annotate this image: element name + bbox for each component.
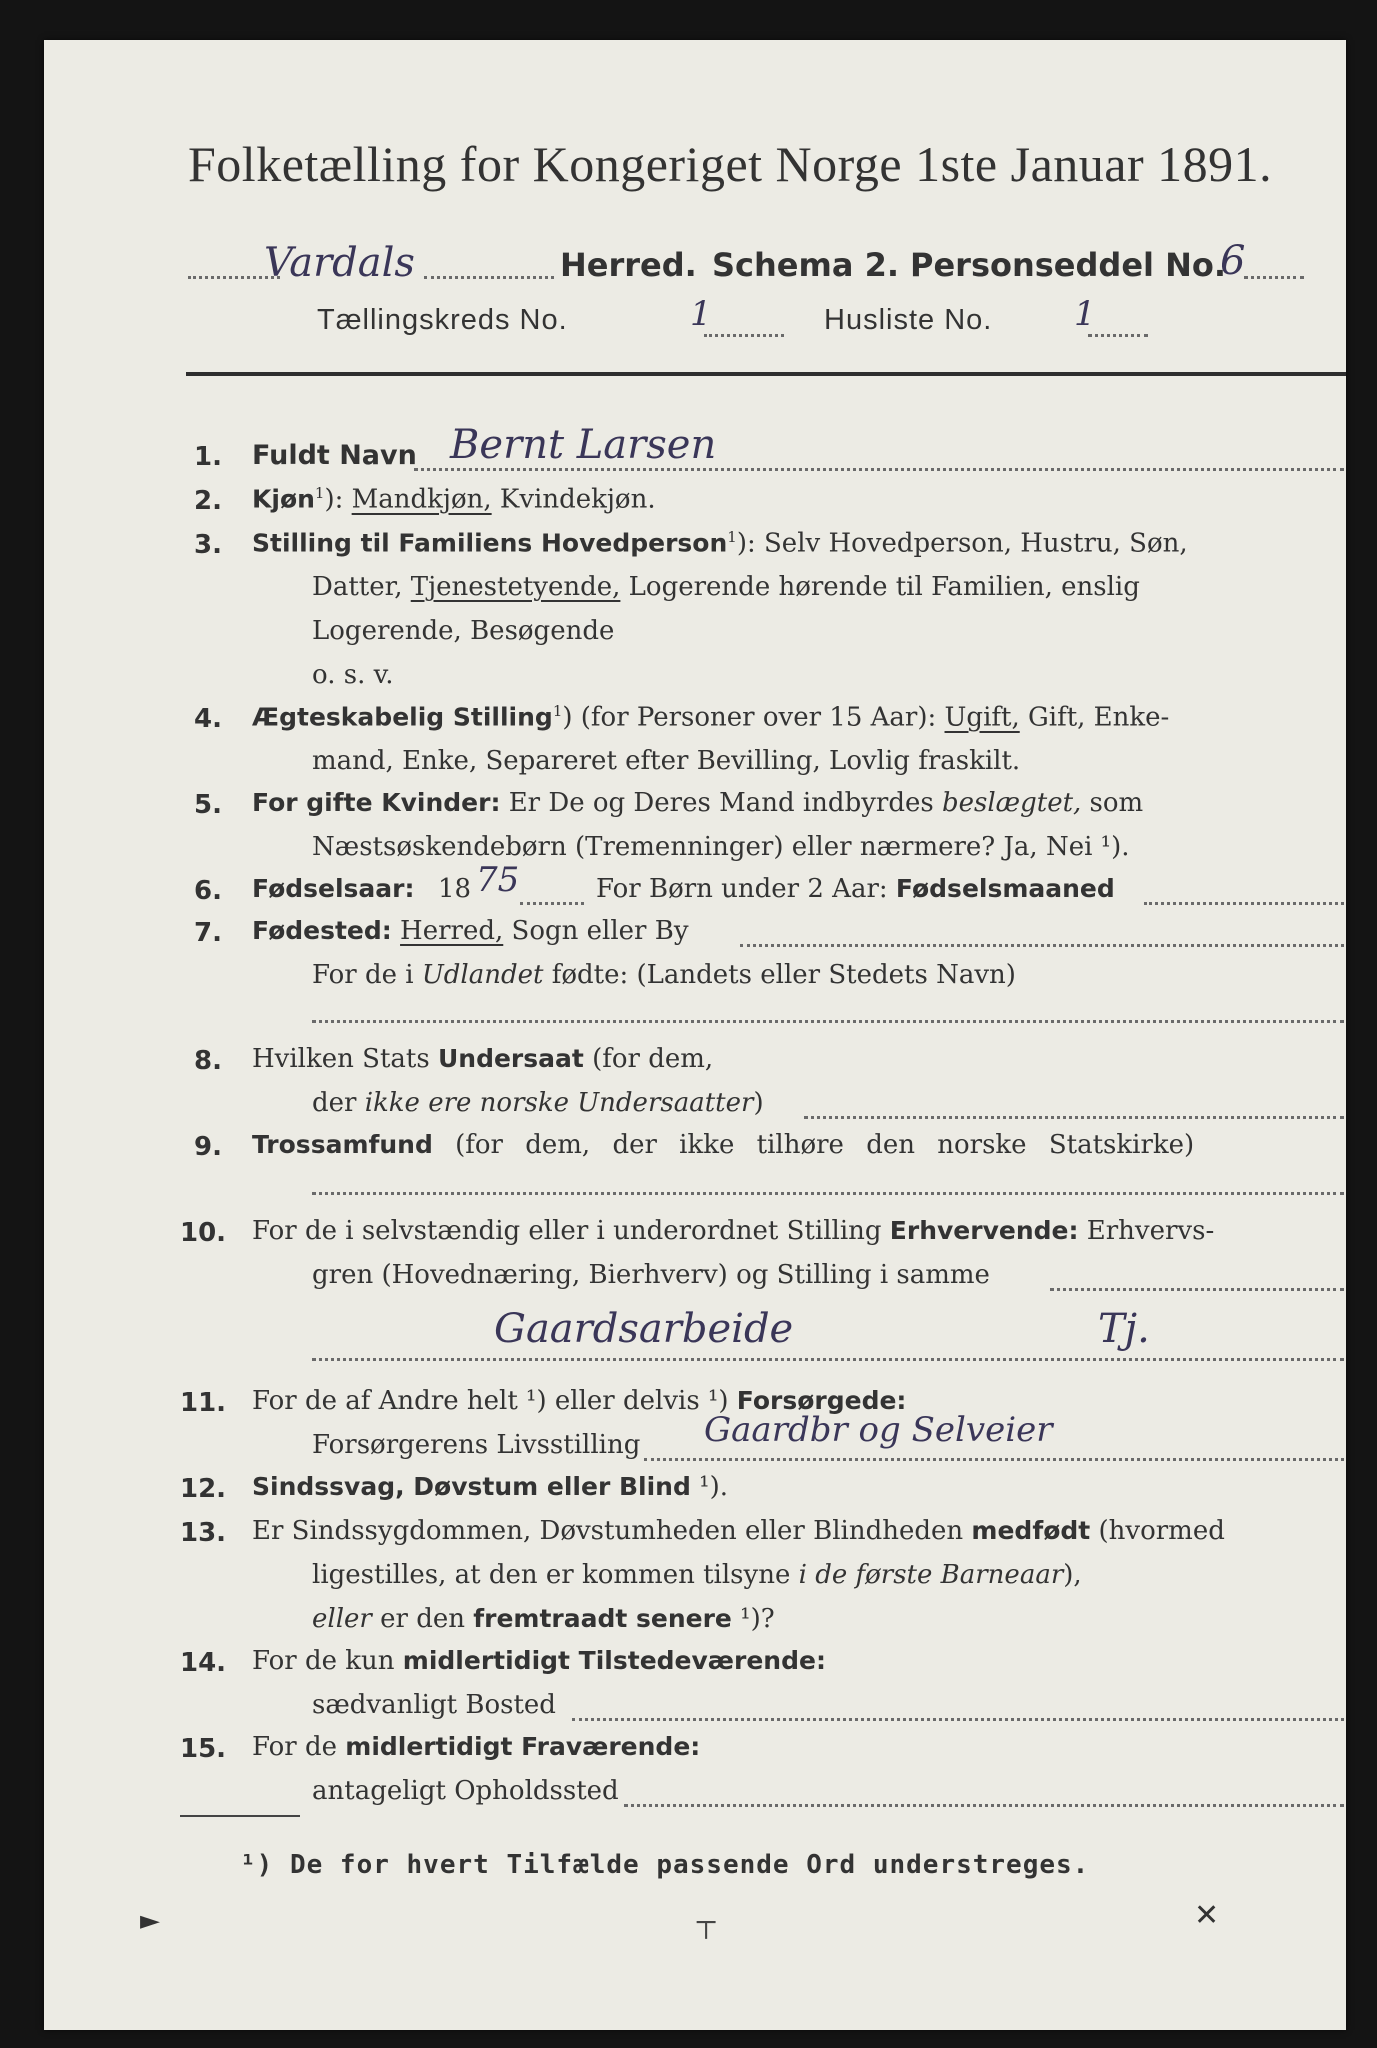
personseddel-label: Personseddel No. [910, 246, 1227, 284]
fuldt-navn-value: Bernt Larsen [450, 422, 717, 468]
herred-label: Herred. [560, 246, 697, 284]
herred-value: Vardals [264, 240, 415, 286]
erhverv-stilling-value: Tj. [1098, 1306, 1150, 1352]
stray-mark-left: ► [140, 1906, 160, 1936]
fodselsaar-value: 75 [476, 860, 520, 900]
gifte-line1: For gifte Kvinder: Er De og Deres Mand indbyrdes beslægtet, som [252, 788, 1144, 818]
taellingskreds-no: 1 [690, 294, 712, 334]
stilling-line1: Stilling til Familiens Hovedperson$^1$): Selv Hovedperson, Hustru, Søn, [252, 528, 1188, 559]
footnote: ¹) De for hvert Tilfælde passende Ord understreges. [240, 1850, 1090, 1880]
footnote-rule [180, 1815, 300, 1817]
husliste-label: Husliste No. [824, 304, 993, 336]
fodselsaar-line: Fødselsaar: [252, 874, 415, 903]
medfodt-line1: Er Sindssygdommen, Døvstumheden eller Blindheden medfødt (hvormed [252, 1516, 1225, 1546]
kjon-line: Kjøn$^1$): Mandkjøn, Kvindekjøn. [252, 484, 656, 515]
husliste-no: 1 [1074, 294, 1096, 334]
sindssvag-line: Sindssvag, Døvstum eller Blind ¹). [252, 1472, 728, 1502]
aegteskab-line1: Ægteskabelig Stilling$^1$) (for Personer over 15 Aar): Ugift, Gift, Enke- [252, 702, 1170, 733]
fodested-line: Fødested: Herred, Sogn eller By [252, 916, 689, 946]
personseddel-no: 6 [1220, 238, 1246, 284]
forsorgede-line1: For de af Andre helt ¹) eller delvis ¹) Forsørgede: [252, 1386, 907, 1416]
trossamfund-line: Trossamfund (for dem, der ikke tilhøre den norske Statskirke) [252, 1130, 1195, 1160]
erhverv-value: Gaardsarbeide [494, 1306, 794, 1352]
census-form: Folketælling for Kongeriget Norge 1ste Januar 1891. Vardals Herred. Schema 2. Personseddel No. 6 Tællingskreds No. 1 Husliste No. 1 1. Fuldt Navn Bernt Larsen 2. Kjøn$^1$): Mandkjøn, Kvindekjøn. 3. Stilling til Familiens Hovedperson$^1$): Selv Hovedperson, Hustru, Søn, Datter, Tjenestetyende, Logerende hørende til Familien, enslig Logerende, Besøgende o. s. v. 4. Ægteskabelig Stilling$^1$) (for Personer over 15 Aar): Ugift, Gift, Enke- mand, Enke, Separeret efter Bevilling, Lovlig fraskilt. 5. For gifte Kvinder: Er De og Deres Mand indbyrdes beslægtet, som Næstsøskendebørn (Tremenninger) eller nærmere? Ja, Nei ¹). 6. Fødselsaar: 18 75 For Børn under 2 Aar: Fødselsmaaned 7. Fødested: Herred, Sogn eller By For de i Udlandet fødte: (Landets eller Stedets Navn) 8. Hvilken Stats Undersaat (for dem, der ikke ere norske Undersaatter) 9. Trossamfund (for dem, der ikke tilhøre den norske Statskirke) 10. For de i selvstændig eller i underordnet Stilling Erhvervende: Erhvervs- gren (Hovednæring, Bierhverv) og Stilling i samme Gaardsarbeide Tj. 11. For de af Andre helt ¹) eller delvis ¹) Forsørgede: Forsørgerens Livsstilling Gaardbr og Selveier 12. Sindssvag, Døvstum eller Blind ¹). 13. Er Sindssygdommen, Døvstumheden eller Blindheden medfødt (hvormed ligestilles, at den er kommen tilsyne i de første Barneaar), eller er den fremtraadt senere ¹)? 14. For de kun midlertidigt Tilstedeværende: sædvanligt Bosted 15. For de midlertidigt Fraværende: antageligt Opholdssted ¹) De for hvert Tilfælde passende Ord understreges. ► ⊤ ✕ [44, 40, 1346, 2030]
fuldt-navn-label: Fuldt Navn [252, 440, 417, 471]
stilling-line2: Datter, Tjenestetyende, Logerende hørende til Familien, enslig [312, 572, 1140, 602]
stray-mark-center: ⊤ [694, 1916, 719, 1946]
undersaat-line1: Hvilken Stats Undersaat (for dem, [252, 1044, 714, 1074]
header-rule [186, 372, 1346, 376]
stray-mark-right: ✕ [1194, 1898, 1220, 1933]
erhverv-line1: For de i selvstændig eller i underordnet Stilling Erhvervende: Erhvervs- [252, 1216, 1215, 1246]
fodselsmaaned-line: For Børn under 2 Aar: Fødselsmaaned [596, 874, 1115, 904]
taellingskreds-label: Tællingskreds No. [317, 304, 568, 336]
schema-label: Schema 2. [712, 246, 899, 284]
tilstede-line1: For de kun midlertidigt Tilstedeværende: [252, 1646, 826, 1676]
forsorger-value: Gaardbr og Selveier [704, 1410, 1053, 1450]
fravaerende-line1: For de midlertidigt Fraværende: [252, 1732, 701, 1762]
form-title: Folketælling for Kongeriget Norge 1ste Januar 1891. [188, 136, 1273, 192]
